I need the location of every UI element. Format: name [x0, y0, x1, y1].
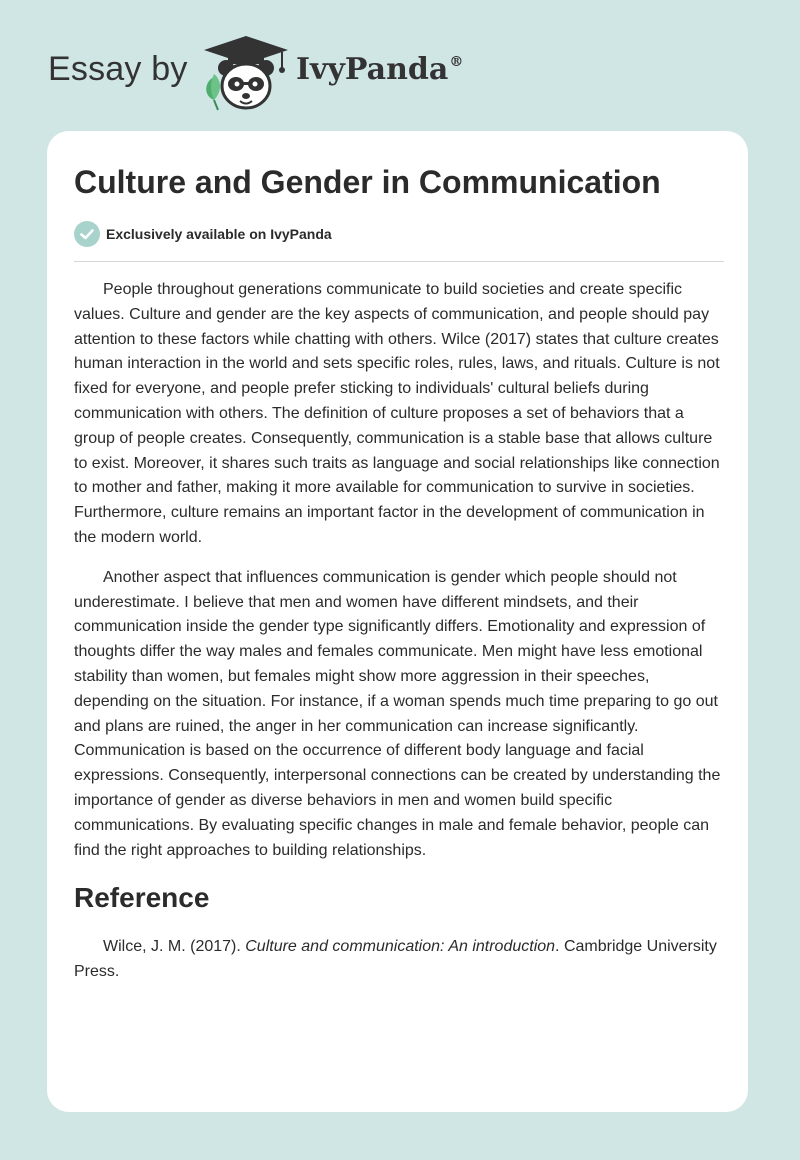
exclusive-badge-label: Exclusively available on IvyPanda	[106, 226, 332, 242]
paragraph: Another aspect that influences communication is gender which people should not underestimate. I believe that men and women have different mindsets, and their communication inside the gender type significantly differs. Emotionality and expression of thoughts differ the way males and females communicate. Men might have less emotional stability than women, but females might show more aggression in their speeches, depending on the situation. For instance, if a woman spends much time preparing to go out and plans are ruined, the anger in her communication can increase significantly. Communication is based on the occurrence of different body language and facial expressions. Consequently, interpersonal connections can be created by understanding the importance of gender as diverse behaviors in men and women build specific communications. By evaluating specific changes in male and female behavior, people can find the right approaches to building relationships.	[74, 568, 721, 859]
reference-author: Wilce, J. M. (2017).	[103, 937, 246, 955]
essay-by-label: Essay by	[48, 50, 188, 88]
panda-graduation-cap-icon	[200, 34, 292, 112]
check-circle-icon	[74, 221, 100, 247]
reference-entry	[74, 935, 724, 985]
site-header	[0, 0, 800, 130]
reference-title: Culture and communication: An introduction	[245, 937, 556, 955]
divider	[74, 261, 724, 262]
essay-card	[47, 131, 748, 1112]
brand-logo-text: IvyPanda®	[296, 52, 464, 87]
page-title: Culture and Gender in Communication	[74, 164, 661, 200]
paragraph: People throughout generations communicate to build societies and create specific values. Culture and gender are the key aspects of communication, and people should pay attention to these factors while chatting with others. Wilce (2017) states that culture creates human interaction in the world and sets specific roles, rules, laws, and rituals. Culture is not fixed for everyone, and people prefer sticking to individuals' cultural beliefs during communication with others. The definition of culture proposes a set of behaviors that a group of people creates. Consequently, communication is a stable base that allows culture to exist. Moreover, it shares such traits as language and social relationships like connection to mother and father, making it more available for communication to survive in societies. Furthermore, culture remains an important factor in the development of communication in the modern world.	[74, 281, 720, 546]
reference-heading: Reference	[74, 882, 210, 914]
exclusive-badge	[74, 221, 332, 247]
registered-mark: ®	[449, 54, 464, 70]
reference-publisher: . Cambridge University Press.	[74, 937, 717, 980]
essay-body	[74, 278, 724, 985]
